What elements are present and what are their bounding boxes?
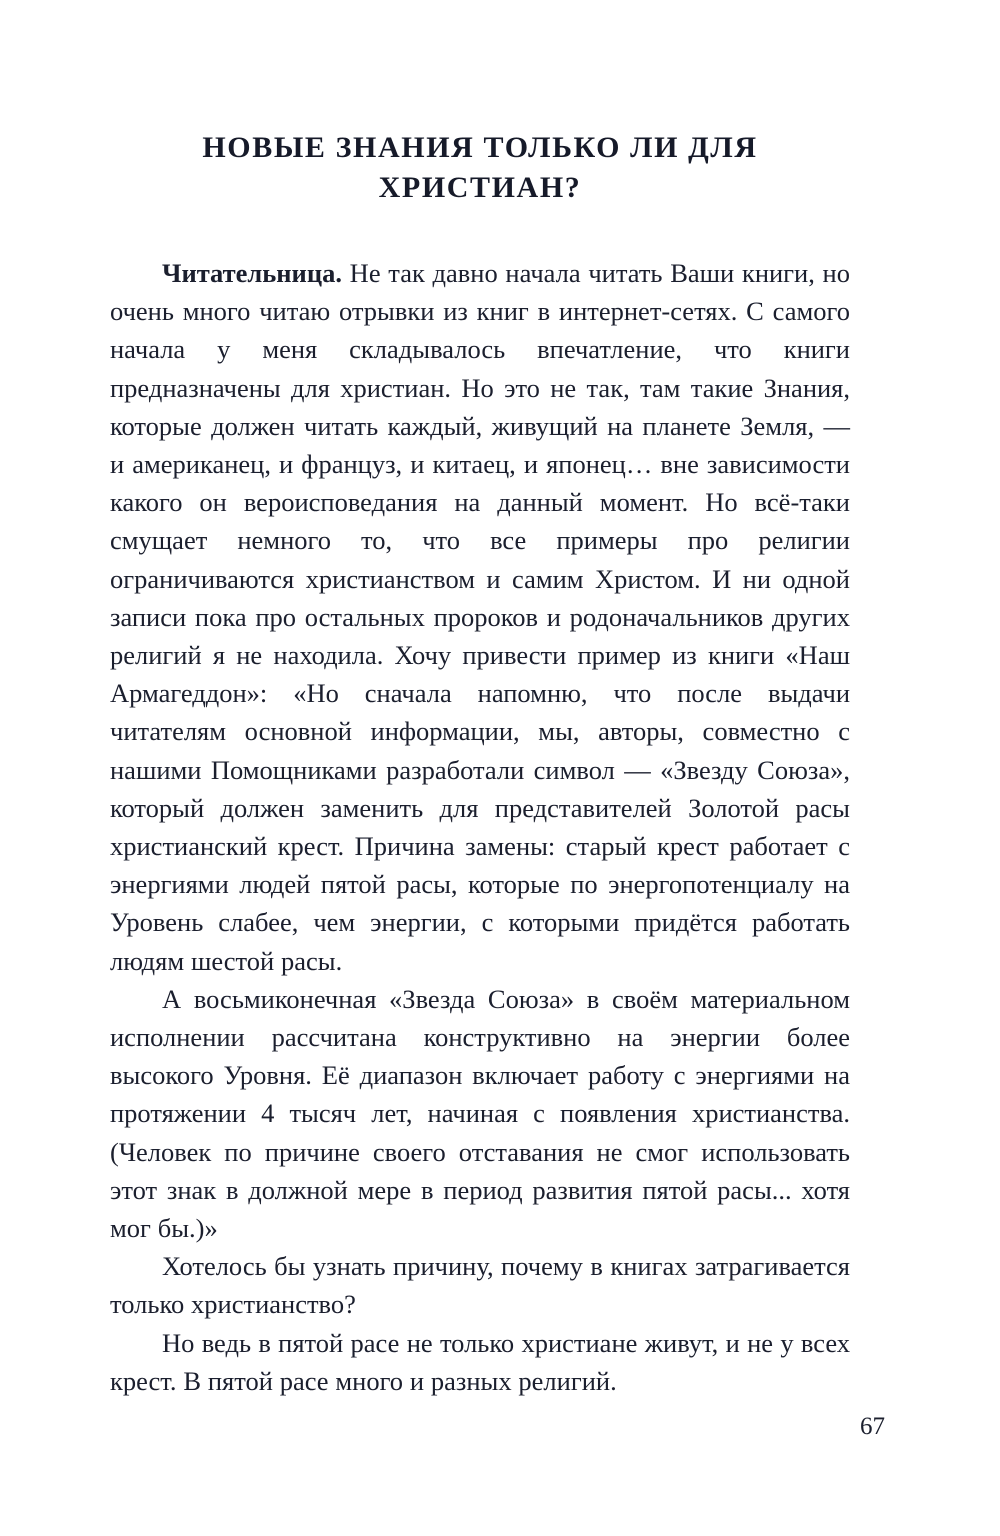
chapter-title	[110, 128, 850, 208]
paragraph-3-text: Хотелось бы узнать причину, почему в книгах затрагивается только христианство?	[110, 1251, 850, 1320]
paragraph-1	[110, 254, 850, 980]
paragraph-3	[110, 1247, 850, 1323]
chapter-title-line-2: ХРИСТИАН?	[378, 171, 582, 204]
body-text	[110, 254, 850, 1400]
page-content	[110, 128, 850, 1400]
chapter-title-line-1: НОВЫЕ ЗНАНИЯ ТОЛЬКО ЛИ ДЛЯ	[202, 131, 758, 164]
page-number: 67	[860, 1413, 885, 1440]
paragraph-4	[110, 1324, 850, 1400]
paragraph-2-text: А восьмиконечная «Звезда Союза» в своём материальном исполнении рассчитана конструктивно на энергии более высокого Уровня. Её диапазон включает работу с энергиями на протяжении 4 тысяч лет, начиная с появления христианства. (Человек по причине своего отставания не смог использовать этот знак в должной мере в период развития пятой расы... хотя мог бы.)»	[110, 983, 850, 1244]
paragraph-2	[110, 980, 850, 1247]
paragraph-4-text: Но ведь в пятой расе не только христиане живут, и не у всех крест. В пятой расе много и разных религий.	[110, 1327, 850, 1396]
paragraph-1-text: Не так давно начала читать Ваши книги, но очень много читаю отрывки из книг в интернет-сетях. С самого начала у меня складывалось впечатление, что книги предназначены для христиан. Но это не так, там такие Знания, которые должен читать каждый, живущий на планете Земля, — и американец, и француз, и китаец, и японец… вне зависимости какого он вероисповедания на данный момент. Но всё-таки смущает немного то, что все примеры про религии ограничиваются христианством и самим Христом. И ни одной записи пока про остальных пророков и родоначальников других религий я не находила. Хочу привести пример из книги «Наш Армагеддон»: «Но сначала напомню, что после выдачи читателям основной информации, мы, авторы, совместно с нашими Помощниками разработали символ — «Звезду Союза», который должен заменить для представителей Золотой расы христианский крест. Причина замены: старый крест работает с энергиями людей пятой расы, которые по энергопотенциалу на Уровень слабее, чем энергии, с которыми придётся работать людям шестой расы.	[110, 258, 850, 976]
paragraph-1-lead-in: Читательница.	[162, 258, 342, 288]
